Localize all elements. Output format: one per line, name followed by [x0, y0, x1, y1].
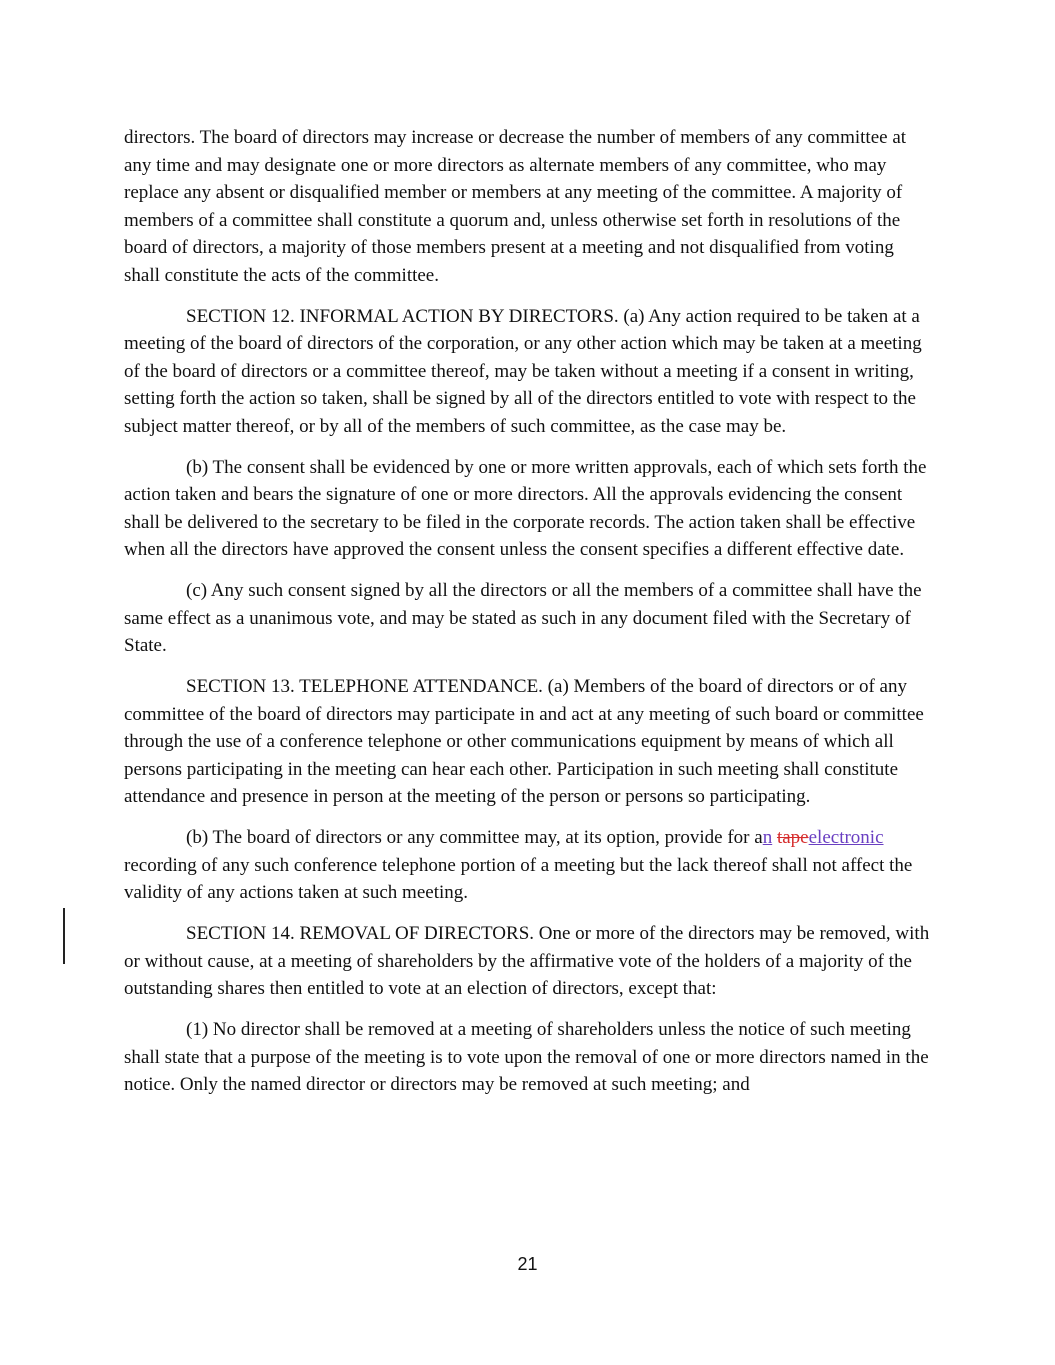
- revision-change-bar: [63, 908, 65, 964]
- document-page: [124, 124, 934, 1112]
- inserted-text: n: [762, 827, 773, 848]
- paragraph-section-12a: SECTION 12. INFORMAL ACTION BY DIRECTORS. (a) Any action required to be taken at a meeting of the board of directors of the corporation, or any other action which may be taken at a meeting of the board of directors or a committee thereof, may be taken without a meeting if a consent in writing, setting forth the action so taken, shall be signed by all of the directors entitled to vote with respect to the subject matter thereof, or by all of the members of such committee, as the case may be.: [124, 305, 922, 437]
- paragraph-section-12c: (c) Any such consent signed by all the directors or all the members of a committee shall have the same effect as a unanimous vote, and may be stated as such in any document filed with the Secretary of State.: [124, 580, 922, 656]
- paragraph-section-12b: (b) The consent shall be evidenced by one or more written approvals, each of which sets forth the action taken and bears the signature of one or more directors. All the approvals evidencing the consent shall be delivered to the secretary to be filed in the corporate records. The action taken shall be effective when all the directors have approved the consent unless the consent specifies a different effective date.: [124, 456, 927, 560]
- paragraph-section-13b: [124, 824, 934, 907]
- text-run: (b) The board of directors or any committee may, at its option, provide for a: [186, 827, 763, 848]
- paragraph-section-13a: SECTION 13. TELEPHONE ATTENDANCE. (a) Members of the board of directors or of any committee of the board of directors may participate in and act at any meeting of such board or committee through the use of a conference telephone or other communications equipment by means of which all persons participating in the meeting can hear each other. Participation in such meeting shall constitute attendance and presence in person at the meeting of the person or persons so participating.: [124, 676, 924, 807]
- paragraph-section-14-1: (1) No director shall be removed at a meeting of shareholders unless the notice of such meeting shall state that a purpose of the meeting is to vote upon the removal of one or more directors named in the notice. Only the named director or directors may be removed at such meeting; and: [124, 1019, 929, 1095]
- deleted-text: tape: [776, 827, 809, 848]
- paragraph-section-14: SECTION 14. REMOVAL OF DIRECTORS. One or more of the directors may be removed, with or without cause, at a meeting of shareholders by the affirmative vote of the holders of a majority of the outstanding shares then entitled to vote at an election of directors, except that:: [124, 923, 930, 999]
- text-run: recording of any such conference telephone portion of a meeting but the lack thereof shall not affect the validity of any actions taken at such meeting.: [124, 854, 913, 903]
- paragraph-committees-continued: directors. The board of directors may increase or decrease the number of members of any committee at any time and may designate one or more directors as alternate members of any committee, who may replace any absent or disqualified member or members at any meeting of the committee. A majority of members of a committee shall constitute a quorum and, unless otherwise set forth in resolutions of the board of directors, a majority of those members present at a meeting and not disqualified from voting shall constitute the acts of the committee.: [124, 127, 907, 286]
- page-number: 21: [517, 1254, 538, 1274]
- inserted-text: electronic: [808, 827, 884, 848]
